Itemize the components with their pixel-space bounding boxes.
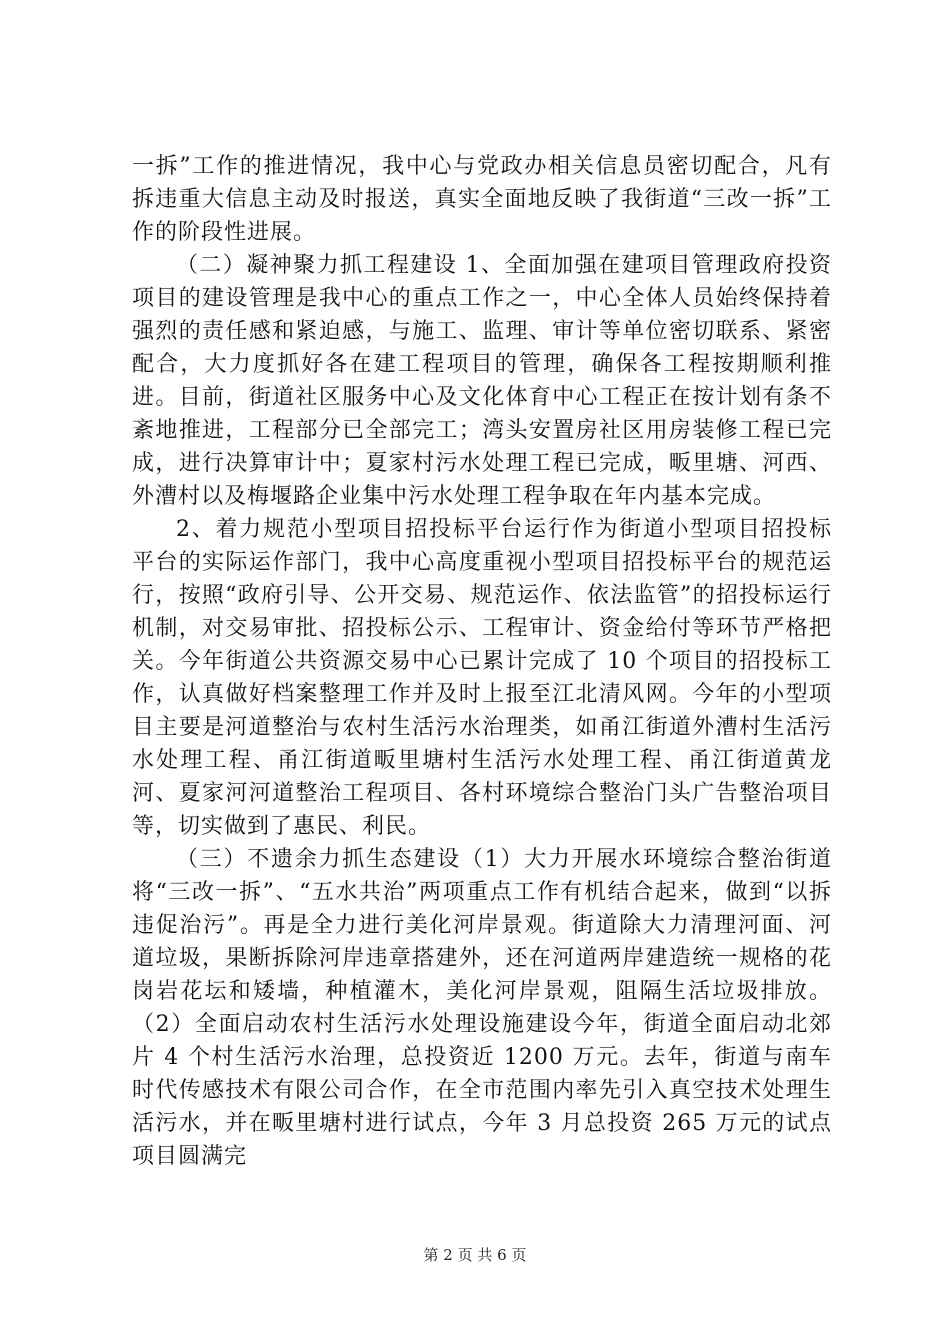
- page-footer: 第 2 页 共 6 页: [423, 1246, 527, 1264]
- paragraph-ecological-construction: （三）不遗余力抓生态建设（1）大力开展水环境综合整治街道将“三改一拆”、“五水共治”两项重点工作有机结合起来，做到“以拆违促治污”。再是全力进行美化河岸景观。街道除大力清理河面、河道垃圾，果断拆除河岸违章搭建外，还在河道两岸建造统一规格的花岗岩花坛和矮墙，种植灌木，美化河岸景观，阻隔生活垃圾排放。（2）全面启动农村生活污水处理设施建设今年，街道全面启动北郊片 4 个村生活污水治理，总投资近 1200 万元。去年，街道与南车时代传感技术有限公司合作，在全市范围内率先引入真空技术处理生活污水，并在畈里塘村进行试点，今年 3 月总投资 265 万元的试点项目圆满完: [132, 847, 832, 1169]
- paragraph-continuation: 一拆”工作的推进情况，我中心与党政办相关信息员密切配合，凡有拆违重大信息主动及时报送，真实全面地反映了我街道“三改一拆”工作的阶段性进展。: [132, 154, 832, 245]
- paragraph-engineering-construction: （二）凝神聚力抓工程建设 1、全面加强在建项目管理政府投资项目的建设管理是我中心的重点工作之一，中心全体人员始终保持着强烈的责任感和紧迫感，与施工、监理、审计等单位密切联系、紧密配合，大力度抓好各在建工程项目的管理，确保各工程按期顺利推进。目前，街道社区服务中心及文化体育中心工程正在按计划有条不紊地推进，工程部分已全部完工；湾头安置房社区用房装修工程已完成，进行决算审计中；夏家村污水处理工程已完成，畈里塘、河西、外漕村以及梅堰路企业集中污水处理工程争取在年内基本完成。: [132, 253, 832, 509]
- body-text: [132, 150, 832, 1173]
- paragraph-bidding-platform: 2、着力规范小型项目招投标平台运行作为街道小型项目招投标平台的实际运作部门，我中心高度重视小型项目招投标平台的规范运行，按照“政府引导、公开交易、规范运作、依法监管”的招投标运行机制，对交易审批、招投标公示、工程审计、资金给付等环节严格把关。今年街道公共资源交易中心已累计完成了 10 个项目的招投标工作，认真做好档案整理工作并及时上报至江北清风网。今年的小型项目主要是河道整治与农村生活污水治理类，如甬江街道外漕村生活污水处理工程、甬江街道畈里塘村生活污水处理工程、甬江街道黄龙河、夏家河河道整治工程项目、各村环境综合整治门头广告整治项目等，切实做到了惠民、利民。: [132, 517, 832, 839]
